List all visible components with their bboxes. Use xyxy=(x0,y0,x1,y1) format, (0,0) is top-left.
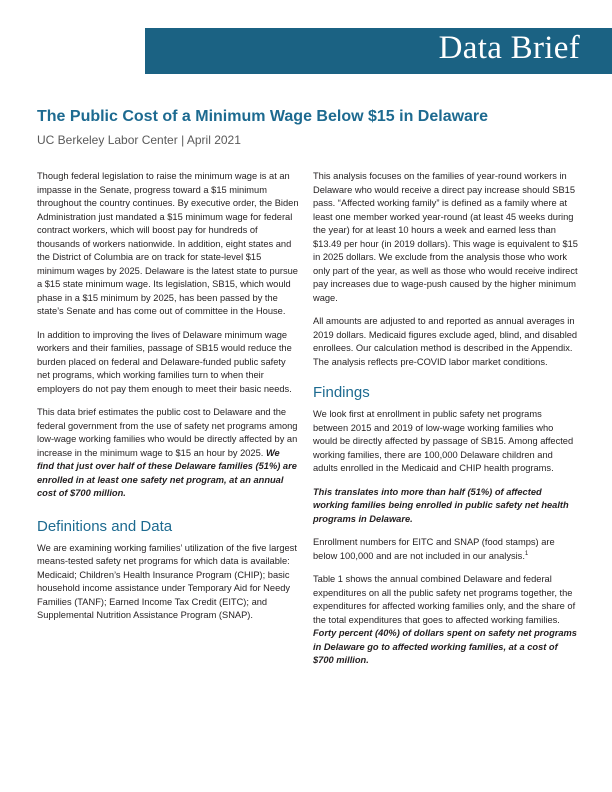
key-finding-emphasis: We find that just over half of these Delaware families (51%) are enrolled in at least one safety net program, at an annual cost of $700 million. xyxy=(37,447,297,498)
right-paragraph-5-text: Enrollment numbers for EITC and SNAP (food stamps) are below 100,000 and are not included in our analysis. xyxy=(313,537,555,561)
right-paragraph-4-emphasis: This translates into more than half (51%) of affected working families being enrolled in public safety net health programs in Delaware. xyxy=(313,486,569,524)
right-paragraph-3: We look first at enrollment in public safety net programs between 2015 and 2019 of low-wage working families who would be directly affected by passage of SB15. Among affected working families, there are 100,000 Delaware children and adults enrolled in the Medicaid and CHIP health programs. xyxy=(313,409,574,473)
left-paragraph-3-text: This data brief estimates the public cost to Delaware and the federal government from the use of safety net programs among low-wage working families who would be directly affected by an increase in the minimum wage to $15 an hour by 2025. xyxy=(37,407,298,458)
left-paragraph-4: We are examining working families’ utilization of the five largest means-tested safety net programs for which data is available: Medicaid; Children’s Health Insurance Program (CHIP); basic household income assistance under Temporary Aid for Needy Families (TANF); Earned Income Tax Credit (EITC); and Supplemental Nutrition Assistance Program (SNAP). xyxy=(37,542,297,620)
right-paragraph-6 xyxy=(313,573,579,668)
right-column xyxy=(313,170,579,678)
header-banner xyxy=(145,28,612,74)
banner-title: Data Brief xyxy=(438,30,580,66)
right-paragraph-1: This analysis focuses on the families of year-round workers in Delaware who would receive a direct pay increase should SB15 pass. “Affected working family” is defined as a family where at least one member worked year-round (at least 45 weeks during the year) for at least 10 hours a week and earned less than $13.49 per hour (in 2019 dollars). This wage is equivalent to $15 in 2025 dollars. We exclude from the analysis those who work only part of the year, as well as those who would receive indirect pay increases due to wage-push caused by the higher minimum wage. xyxy=(313,171,578,303)
right-paragraph-2: All amounts are adjusted to and reported as annual averages in 2019 dollars. Medicaid figures exclude aged, blind, and disabled enrollees. Our calculation method is described in the Appendix. The analysis reflects pre-COVID labor market conditions. xyxy=(313,316,578,367)
left-paragraph-2: In addition to improving the lives of Delaware minimum wage workers and their families, passage of SB15 would reduce the burden placed on federal and Delaware-funded public safety net programs, which working families turn to when their employers do not pay them enough to meet their basic needs. xyxy=(37,329,292,394)
heading-definitions-and-data: Definitions and Data xyxy=(37,517,173,535)
cost-finding-emphasis: Forty percent (40%) of dollars spent on safety net programs in Delaware go to affected working families, at a cost of $700 million. xyxy=(313,628,577,665)
left-column xyxy=(37,170,299,633)
left-paragraph-1: Though federal legislation to raise the minimum wage is at an impasse in the Senate, progress toward a $15 minimum throughout the country continues. By executive order, the Biden Administration just mandated a $15 minimum wage for federal contract workers, which will boost pay for hundreds of thousands of workers nationwide. In addition, eight states and the District of Columbia are on track for state-level $15 minimum wages by 2025. Delaware is the latest state to pursue a $15 state minimum wage. Its legislation, SB15, which would phase in a $15 minimum by 2025, has been passed by the state’s Senate and has come out of committee in the House. xyxy=(37,171,299,316)
footnote-marker: 1 xyxy=(524,550,529,557)
document-subtitle: UC Berkeley Labor Center | April 2021 xyxy=(37,133,241,147)
right-paragraph-5 xyxy=(313,536,579,563)
left-paragraph-3 xyxy=(37,406,299,501)
right-paragraph-6-text: Table 1 shows the annual combined Delaware and federal expenditures on all the public safety net programs together, the expenditures for affected working families only, and the share of the total expenditures that goes to affected working families. xyxy=(313,574,576,625)
heading-findings: Findings xyxy=(313,384,370,401)
document-title: The Public Cost of a Minimum Wage Below $15 in Delaware xyxy=(37,108,489,125)
